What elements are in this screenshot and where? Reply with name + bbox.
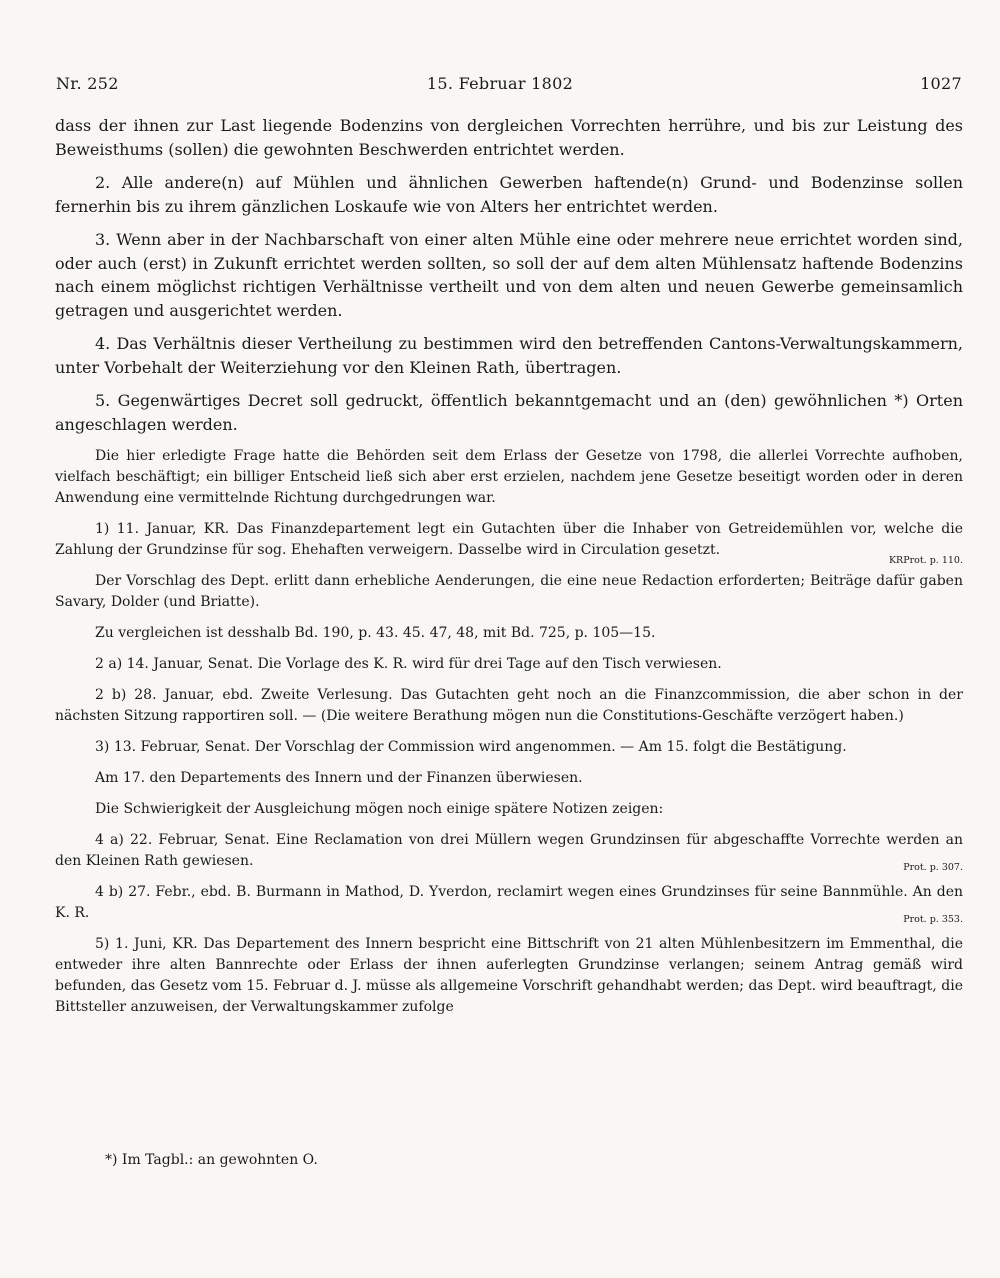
paragraph-point-3: 3. Wenn aber in der Nachbarschaft von einer alten Mühle eine oder mehrere neue errichtet worden sind, oder auch (erst) in Zukunft errichtet werden sollten, so soll der auf dem alten Mühlensatz haftende Bodenzins nach einem möglichst richtigen Verhältnisse vertheilt und von dem alten und neuen Gewerbe gemeinsamlich getragen und ausgerichtet werden. <box>55 230 963 320</box>
document-body <box>55 114 963 1018</box>
commentary-paragraph: Die hier erledigte Frage hatte die Behörden seit dem Erlass der Gesetze von 1798, die allerlei Vorrechte aufhoben, vielfach beschäftigt; ein billiger Entscheid ließ sich aber erst erzielen, nachdem jene Gesetze beseitigt worden oder in deren Anwendung eine vermittelnde Richtung durchgedrungen war. <box>55 448 963 506</box>
note-3-followup: Am 17. den Departements des Innern und der Finanzen überwiesen. <box>95 770 583 786</box>
note-1-reference: KRProt. p. 110. <box>888 555 963 566</box>
header-number: Nr. 252 <box>56 74 119 93</box>
note-2b: 2 b) 28. Januar, ebd. Zweite Verlesung. Das Gutachten geht noch an die Finanzcommission, die aber schon in der nächsten Sitzung rapportiren soll. — (Die weitere Berathung mögen nun die Constitutions-Geschäfte verzögert haben.) <box>55 687 963 724</box>
paragraph-point-2: 2. Alle andere(n) auf Mühlen und ähnlichen Gewerben haftende(n) Grund- und Bodenzinse sollen fernerhin bis zu ihrem gänzlichen Loskaufe wie von Alters her entrichtet werden. <box>55 173 963 216</box>
note-4a-text: 4 a) 22. Februar, Senat. Eine Reclamation von drei Müllern wegen Grundzinsen für abgeschaffte Vorrechte werden an den Kleinen Rath gewiesen. <box>55 832 963 869</box>
note-3: 3) 13. Februar, Senat. Der Vorschlag der Commission wird angenommen. — Am 15. folgt die Bestätigung. <box>95 739 847 755</box>
note-4a-reference: Prot. p. 307. <box>903 862 963 873</box>
header-date: 15. Februar 1802 <box>426 74 574 93</box>
header-page-number: 1027 <box>920 74 962 93</box>
note-4b-text: 4 b) 27. Febr., ebd. B. Burmann in Mathod, D. Yverdon, reclamirt wegen eines Grundzinses für seine Bannmühle. An den K. R. <box>55 884 963 921</box>
note-2a: 2 a) 14. Januar, Senat. Die Vorlage des K. R. wird für drei Tage auf den Tisch verwiesen. <box>95 656 722 672</box>
note-4b <box>55 882 963 924</box>
paragraph-point-5: 5. Gegenwärtiges Decret soll gedruckt, öffentlich bekanntgemacht und an (den) gewöhnlichen *) Orten angeschlagen werden. <box>55 391 963 434</box>
note-1-followup: Der Vorschlag des Dept. erlitt dann erhebliche Aenderungen, die eine neue Redaction erforderten; Beiträge dafür gaben Savary, Dolder (und Briatte). <box>55 573 963 610</box>
paragraph-point-4: 4. Das Verhältnis dieser Vertheilung zu bestimmen wird den betreffenden Cantons-Verwaltungskammern, unter Vorbehalt der Weiterziehung vor den Kleinen Rath, übertragen. <box>55 334 963 377</box>
note-later: Die Schwierigkeit der Ausgleichung mögen noch einige spätere Notizen zeigen: <box>95 801 664 817</box>
note-4a <box>55 830 963 872</box>
note-4b-reference: Prot. p. 353. <box>903 914 963 925</box>
paragraph-continuation: dass der ihnen zur Last liegende Bodenzins von dergleichen Vorrechten herrühre, und bis zur Leistung des Beweisthums (sollen) die gewohnten Beschwerden entrichtet werden. <box>55 116 963 159</box>
note-1: 1) 11. Januar, KR. Das Finanzdepartement legt ein Gutachten über die Inhaber von Getreidemühlen vor, welche die Zahlung der Grundzinse für sog. Ehehaften verweigern. Dasselbe wird in Circulation gesetzt. <box>55 521 963 558</box>
footnote: *) Im Tagbl.: an gewohnten O. <box>105 1152 318 1168</box>
note-5: 5) 1. Juni, KR. Das Departement des Innern bespricht eine Bittschrift von 21 alten Mühlenbesitzern im Emmenthal, die entweder ihre alten Bannrechte oder Erlass der ihnen auferlegten Grundzinse verlangen; seinem Antrag gemäß wird befunden, das Gesetz vom 15. Februar d. J. müsse als allgemeine Vorschrift gehandhabt werden; das Dept. wird beauftragt, die Bittsteller anzuweisen, der Verwaltungskammer zufolge <box>55 936 963 1015</box>
note-compare: Zu vergleichen ist desshalb Bd. 190, p. 43. 45. 47, 48, mit Bd. 725, p. 105—15. <box>95 625 656 641</box>
